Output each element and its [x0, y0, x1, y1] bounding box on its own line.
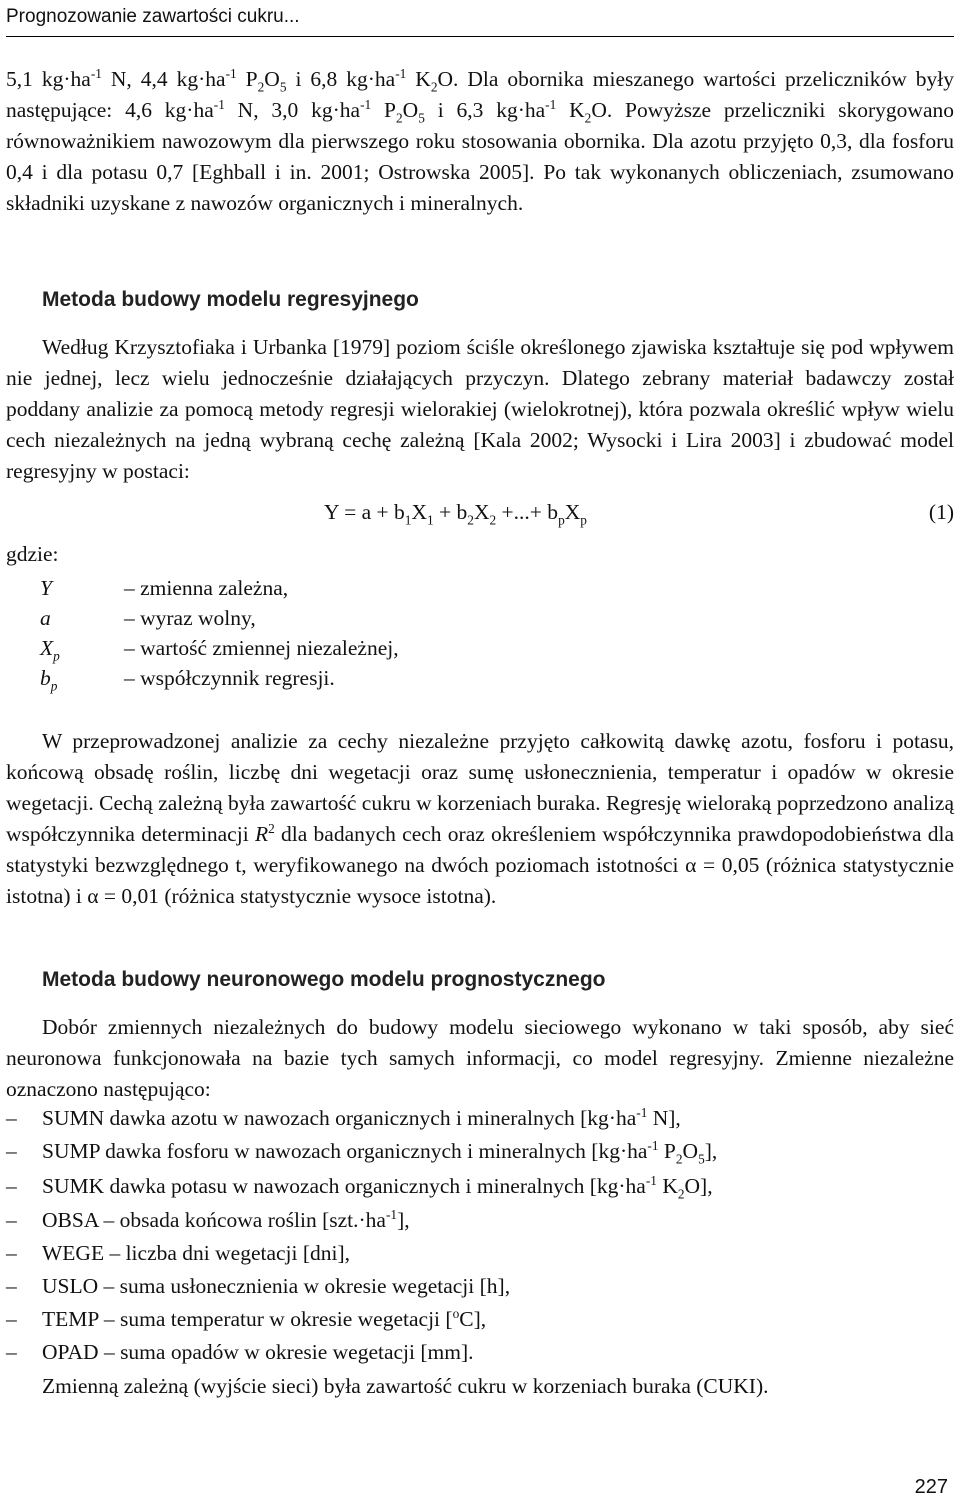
variable-text: USLO – suma usłonecznienia w okresie wegetacji [h],	[42, 1274, 511, 1298]
variable-text: WEGE – liczba dni wegetacji [dni],	[42, 1241, 351, 1265]
definition-row	[0, 576, 600, 607]
section-heading-regression: Metoda budowy modelu regresyjnego	[42, 288, 419, 311]
definition-description: – wartość zmiennej niezależnej,	[124, 636, 399, 660]
variable-text: SUMP dawka fosforu w nawozach organicznych i mineralnych [$kg\cdot ha^{-1}$ $P_2O_5$],	[42, 1137, 718, 1167]
paragraph-neural-intro: Dobór zmiennych niezależnych do budowy modelu sieciowego wykonano w taki sposób, aby sieć neuronowa funkcjonowała na bazie tych samych informacji, co model regresyjny. Zmienne niezależne oznaczono następująco:	[6, 1015, 954, 1101]
definition-symbol: $b_p$	[40, 666, 58, 694]
variable-item-opad	[6, 1340, 954, 1373]
variable-text: OPAD – suma opadów w okresie wegetacji [mm].	[42, 1340, 474, 1364]
dependent-variable-line: Zmienną zależną (wyjście sieci) była zawartość cukru w korzeniach buraka (CUKI).	[42, 1374, 769, 1398]
equation-number: (1)	[928, 500, 954, 524]
definition-symbol: a	[40, 606, 51, 630]
variable-item-sump	[6, 1139, 954, 1172]
variable-text: SUMK dawka potasu w nawozach organicznych i mineralnych [$kg\cdot ha^{-1}$ $K_2O$],	[42, 1172, 713, 1202]
variable-item-obsa	[6, 1208, 954, 1241]
list-dash: –	[6, 1274, 17, 1298]
variable-text: TEMP – suma temperatur w okresie wegetacji [$^o$C],	[42, 1305, 487, 1331]
list-dash: –	[6, 1174, 17, 1198]
running-header	[6, 2, 954, 37]
equation-formula: $Y = a + b_1X_1 + b_2X_2$ +...+ $b_pX_p$	[324, 500, 587, 528]
paragraph-analysis-method: W przeprowadzonej analizie za cechy niezależne przyjęto całkowitą dawkę azotu, fosforu i potasu, końcową obsadę roślin, liczbę dni wegetacji oraz sumę usłonecznienia, temperatur i opadów w okresie wegetacji. Cechą zależną była zawartość cukru w korzeniach buraka. Regresję wieloraką poprzedzono analizą współczynnika determinacji $R^2$ dla badanych cech oraz określeniem współczynnika prawdopodobieństwa dla statystyki bezwzględnego t, weryfikowanego na dwóch poziomach istotności α = 0,05 (różnica statystycznie istotna) i α = 0,01 (różnica statystycznie wysoce istotna).	[6, 729, 955, 908]
list-dash: –	[6, 1340, 17, 1364]
page-number: 227	[914, 1476, 948, 1498]
variable-item-temp	[6, 1307, 954, 1340]
variable-item-wege	[6, 1241, 954, 1274]
variable-text: OBSA – obsada końcowa roślin $[szt.\cdot ha^{-1}]$,	[42, 1206, 410, 1232]
variable-item-sumn	[6, 1106, 954, 1139]
definition-row	[0, 606, 600, 637]
regression-equation	[0, 500, 954, 532]
list-dash: –	[6, 1139, 17, 1163]
list-dash: –	[6, 1106, 17, 1130]
definition-row	[0, 636, 600, 667]
definition-description: – zmienna zależna,	[124, 576, 289, 600]
definition-description: – wyraz wolny,	[124, 606, 256, 630]
list-dash: –	[6, 1241, 17, 1265]
variable-item-sumk	[6, 1174, 954, 1207]
variable-text: SUMN dawka azotu w nawozach organicznych i mineralnych [$kg\cdot ha^{-1}$ N],	[42, 1104, 681, 1130]
variable-item-uslo	[6, 1274, 954, 1307]
running-header-title: Prognozowanie zawartości cukru...	[6, 6, 300, 27]
paragraph-conversion-factors: 5,1 $kg\cdot ha^{-1}$ N, 4,4 $kg\cdot ha^{-1}$ $P_2O_5$ i 6,8 $kg\cdot ha^{-1}$ $K_2O$. Dla obornika mieszanego wartości przeliczników były następujące: 4,6 $kg\cdot ha^{-1}$ N, 3,0 $kg\cdot ha^{-1}$ $P_2O_5$ i 6,3 $kg\cdot ha^{-1}$ $K_2O$. Powyższe przeliczniki skorygowano równoważnikiem nawozowym dla pierwszego roku stosowania obornika. Dla azotu przyjęto 0,3, dla fosforu 0,4 i dla potasu 0,7 [Eghball i in. 2001; Ostrowska 2005]. Po tak wykonanych obliczeniach, zsumowano składniki uzyskane z nawozów organicznych i mineralnych.	[6, 65, 954, 215]
definition-symbol: $X_p$	[40, 636, 60, 664]
definition-symbol: Y	[40, 576, 52, 600]
paragraph-regression-intro: Według Krzysztofiaka i Urbanka [1979] poziom ściśle określonego zjawiska kształtuje się pod wpływem nie jednej, lecz wielu jednocześnie działających przyczyn. Dlatego zebrany materiał badawczy został poddany analizie za pomocą metody regresji wielorakiej (wielokrotnej), która pozwala określić wpływ wielu cech niezależnych na jedną wybraną cechę zależną [Kala 2002; Wysocki i Lira 2003] i zbudować model regresyjny w postaci:	[6, 335, 954, 483]
list-dash: –	[6, 1307, 17, 1331]
definition-row	[0, 666, 600, 697]
definition-description: – współczynnik regresji.	[124, 666, 335, 690]
list-dash: –	[6, 1208, 17, 1232]
section-heading-neural: Metoda budowy neuronowego modelu prognostycznego	[42, 968, 606, 991]
where-label: gdzie:	[6, 542, 59, 566]
